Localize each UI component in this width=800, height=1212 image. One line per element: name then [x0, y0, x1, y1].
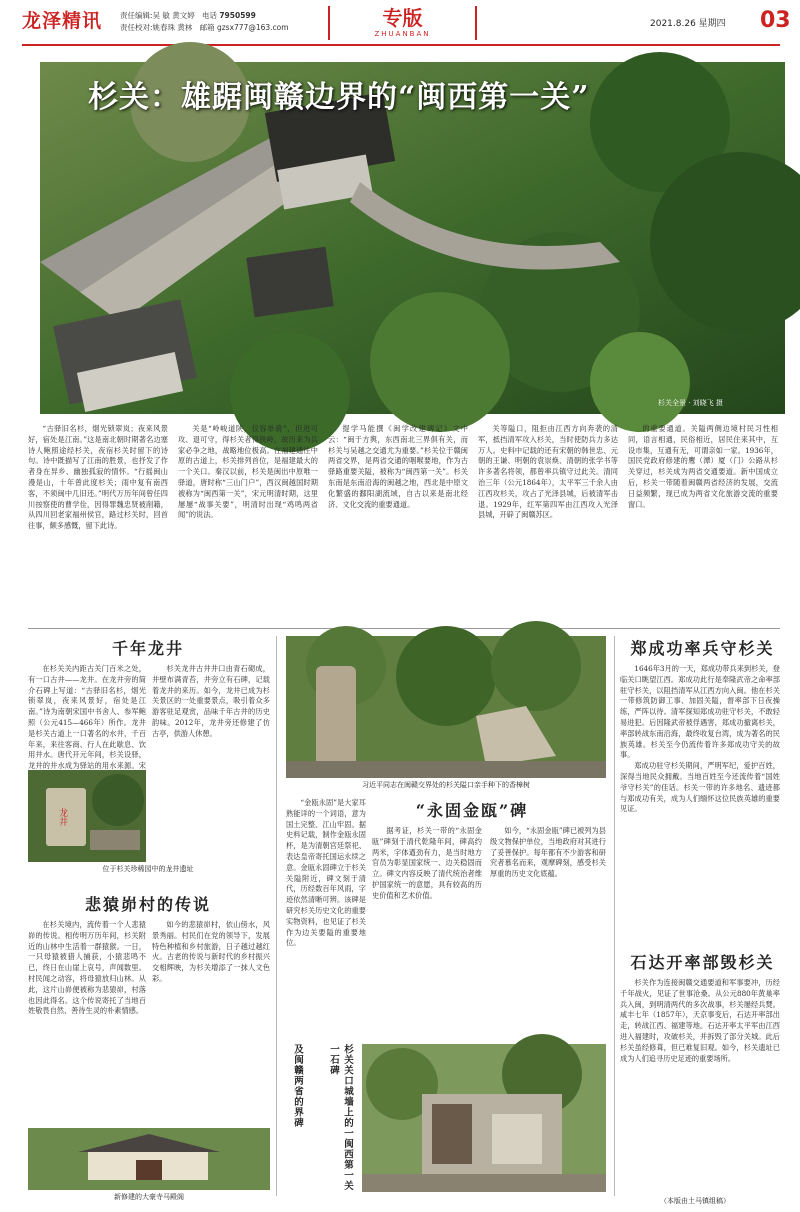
qiannian-body: 在杉关关内距古关门百米之处，有一口古井——龙井。在龙井旁的简介石碑上写道：“古驿旧名杉，烟光锁翠岚，夜来风景好，宿处是江南。”诗为南朝宋国中书舍人、参军鲍照（公元415—466年）所作。龙井是杉关古道上一口著名的水井，千百年来，来往客商、行人在此歇息、饮用井水。唐代开元年间，杉关设驿，龙井的井水成为驿站的用水来源。宋: [28, 664, 146, 771]
page-number: 03: [760, 8, 791, 33]
yonggu-text: [286, 798, 366, 1038]
editor-line-2: 责任校对:姚春珠 黄林: [120, 23, 193, 32]
shida-text: [620, 978, 780, 1188]
intro-column-5: [628, 424, 778, 622]
longjing-inscription: 龙井: [57, 808, 67, 826]
intro-text-1: “古驿旧名杉，烟光锁翠岚；夜来风景好，宿处是江南。”这是南北朝时期著名边塞诗人鲍照途经杉关，夜宿杉关时留下的诗句。诗中既描写了江南的胜景，也抒发了作者身在异乡、幽独孤寂的情怀。“行摇闽山漫是山，十年曾此度杉关；雨中复有南西客，不须闽中几旧还。”明代万历年间曾任四川按察使的曹学佺，因得罪魏忠贤被削籍，从四川回老家福州侯官，路过杉关时，回首往事，颇多感慨，留下此诗。: [28, 424, 168, 531]
longjing-photo: [28, 770, 146, 862]
beiyuan-body: 在杉关境内，流传着一个人悲猿峁的传说。相传明万历年间，杉关附近的山林中生活着一群猿猴。一日，一只母猿被猎人捕获，小猿悲鸣不已，终日在山崖上哀号，声闻数里。村民闻之动容，将母猿放归山林。从此，这片山峁便被称为悲猿峁，村落也因此得名。这个传说寄托了当地百姓敬畏自然、善待生灵的朴素情感。: [28, 920, 146, 1016]
hero-title: 杉关：雄踞闽赣边界的“闽西第一关”: [88, 80, 590, 115]
email-label: 邮箱: [199, 23, 215, 32]
editor-line-1: 责任编辑:吴 敏 黄文婷: [120, 11, 195, 20]
longjing-well-image: [28, 770, 146, 862]
shida-body: 杉关作为连接闽赣交通要道和军事要冲，历经千年战火，见证了世事沧桑。从公元880年黄巢率兵入闽，到明清两代的多次战事，杉关屡经兵燹。咸丰七年（1857年），天京事变后，石达开率部出走，转战江西、福建等地。石达开率太平军由江西进入福建时，攻破杉关，并拆毁了部分关城。此后杉关虽经修葺，但已难复旧观。如今，杉关遗址已成为人们追寻历史足迹的重要场所。: [620, 978, 780, 1063]
yonggu-body: “金瓯永固”是大家耳熟能详的一个词语，意为国土完整、江山牢固。据史料记载，制作金瓯永固杯，是为清朝宫廷祭祀、表达皇帝寄托国运永续之意。金瓯永固碑立于杉关关隘附近，碑文刻于清代，历经数百年风雨，字迹依然清晰可辨。该碑是研究杉关历史文化的重要实物资料，也见证了杉关作为边关要隘的重要地位。: [286, 798, 366, 948]
section-divider: [28, 628, 780, 629]
zheng-text: 1646年3月的一天，郑成功带兵来到杉关，登临关口眺望江西。郑成功此行是奉隆武帝之命率部驻守杉关，以阻挡清军从江西方向入闽。他在杉关一带修筑防御工事、加固关隘，督率部下日夜操练，严阵以待。清军探知郑成功驻守杉关，不敢轻易进犯。后因隆武帝被俘遇害，郑成功撤离杉关，率部转战东南沿海，最终收复台湾，成为著名的民族英雄。杉关至今仍流传着许多郑成功守关的故事。 郑成功驻守杉关期间，严明军纪，爱护百姓，深得当地民众拥戴。当地百姓至今还流传着“国姓爷守杉关”的佳话。杉关一带的许多地名、遗迹都与郑成功有关，成为人们缅怀这位民族英雄的重要见证。: [620, 664, 780, 814]
page-footer: （本版由土马镇组稿）: [660, 1197, 730, 1205]
beiyuan-text-cont: 如今的悲猿峁村，依山傍水，风景秀丽。村民们在党的领导下，发展特色种植和乡村旅游，日子越过越红火。古老的传说与新时代的乡村振兴交相辉映，为杉关增添了一抹人文色彩。: [152, 920, 270, 983]
camphor-tree-image: [286, 636, 606, 778]
camphor-tree-photo: [286, 636, 606, 778]
phone-number: 7950599: [219, 11, 256, 20]
section-title: 专版: [382, 6, 423, 30]
intro-column-3: [328, 424, 468, 622]
intro-column-4: [478, 424, 618, 622]
hero-photo-credit: 杉关全景 · 刘晓飞 摄: [658, 399, 723, 407]
phone-label: 电话: [201, 11, 217, 20]
qiannian-heading: 千年龙井: [111, 639, 184, 658]
shida-heading: 石达开率部毁杉关: [630, 953, 775, 972]
yonggu-text-cont2: 如今，“永固金瓯”碑已被列为县级文物保护单位，当地政府对其进行了妥善保护。每年都有不少游客和研究者慕名而来，观摩碑刻，感受杉关厚重的历史文化底蕴。: [490, 826, 606, 879]
editor-info: [120, 10, 320, 34]
poem-line-2: 杉关关口城墙上的一闽西第一关一石碑: [328, 1044, 353, 1191]
temple-caption: 新修建的大豪寺马殿阁: [114, 1193, 184, 1201]
zheng-body: 1646年3月的一天，郑成功带兵来到杉关，登临关口眺望江西。郑成功此行是奉隆武帝之命率部驻守杉关，以阻挡清军从江西方向入闽。他在杉关一带修筑防御工事、加固关隘，督率部下日夜操练，严阵以待。清军探知郑成功驻守杉关，不敢轻易进犯。后因隆武帝被俘遇害，郑成功撤离杉关，率部转战东南沿海，最终收复台湾，成为著名的民族英雄。杉关至今仍流传着许多郑成功守关的故事。: [620, 664, 780, 760]
section-header: [328, 6, 477, 40]
qiannian-text: [28, 664, 146, 784]
poem-vertical-2: [322, 1044, 358, 1192]
issue-date: 2021.8.26 星期四: [650, 19, 726, 29]
poem-line-1: 及闽赣两省的界碑: [292, 1044, 303, 1128]
newspaper-logo: 龙泽精讯: [22, 10, 103, 32]
section-subtitle: ZHUANBAN: [374, 30, 431, 38]
column-divider-right: [614, 636, 615, 1196]
temple-image: [28, 1128, 270, 1190]
zheng-heading: 郑成功率兵守杉关: [630, 639, 775, 658]
column-divider-left: [276, 636, 277, 1196]
email-address: gzsx777@163.com: [216, 23, 289, 32]
poem-vertical: [286, 1044, 322, 1192]
intro-column-1: [28, 424, 168, 622]
intro-column-2: [178, 424, 318, 622]
intro-text-5: 的重要通道。关隘两侧边境村民习性相同，语言相通，民俗相近，居民住来其中，互设市集，互通有无，可谓亲如一家。1936年，国民党政府修建的鹰（潭）厦（门）公路从杉关穿过，杉关成为两省交通要道。新中国成立后，杉关一带随着闽赣两省经济的发展，交流日益频繁，现已成为两省文化旅游交流的重要窗口。: [628, 424, 778, 509]
intro-text-4: 关等隘口，阻拒由江西方向奔袭的清军，抵挡清军攻入杉关，当时使防兵力多达万人。史料中记载的还有宋朝的韩世忠、元朝的王谦、明朝的袁崇焕、清朝的张学书等许多著名将领，都曾率兵镇守过此关。清同治三年（公元1864年），太平军三千余人由江西攻杉关，攻占了光泽县城，后被清军击退。1929年，红军第四军由江西攻入光泽县城，开辟了闽赣苏区。: [478, 424, 618, 520]
temple-photo: [28, 1128, 270, 1190]
masthead-rule: [22, 44, 780, 46]
qiannian-text-cont: 杉关龙井古井井口由青石砌成，井壁布满青苔，井旁立有石碑，记载着龙井的来历。如今，龙井已成为杉关景区的一处重要景点，吸引着众多游客驻足观赏，品味千年古井的历史韵味。2012年，龙井旁还修建了仿古亭，供游人休憩。: [152, 664, 270, 738]
city-wall-image: [362, 1044, 606, 1192]
wall-photo: [362, 1044, 606, 1192]
intro-text-3: 提学马能撰《闽学改建碑记》文中云：“闽于方舆，东西南北三界俱有关，而杉关与吴越之交通尤为重要。”杉关位于赣闽两省交界，是两省交通的咽喉要地，作为古驿路重要关隘，被称为“闽西第一关”。杉关东南是东南沿海的闽越之地，西北是中原文化繁盛的鄱阳湖流域，自古以来是南北经济、文化交流的重要通道。: [328, 424, 468, 509]
yonggu-text-cont: 据考证，杉关一带的“永固金瓯”碑刻于清代乾隆年间，碑高约两米，字体遒劲有力，是当时地方官员为彰显国家统一、边关稳固而立。碑文内容反映了清代统治者维护国家统一的意愿，具有较高的历史价值和艺术价值。: [372, 826, 482, 900]
intro-text-2: 关是“岭峻道陕，仅容单骑”，但进可攻、退可守，得杉关者得铁岭，故历来为兵家必争之地，战略地位极高。在福建通往中原的古道上，杉关排列首位，是福建最大的一个关口。秦汉以前，杉关是闽出中原唯一驿道，唐时称“三山门户”，西汉闽越国时期被称为“闽西第一关”，宋元明清时期，这里屡屡“战事关要”，明清时出现“鸡鸣两省闻”的说法。: [178, 424, 318, 520]
beiyuan-heading: 悲猿峁村的传说: [84, 895, 211, 914]
longjing-caption: 位于杉关珍稀园中的龙井遗址: [102, 865, 194, 873]
beiyuan-text: [28, 920, 146, 1124]
camphor-caption: 习近平同志在闽赣交界处的杉关隘口亲手种下的香樟树: [362, 781, 530, 789]
yonggu-heading: “永固金瓯”碑: [415, 801, 529, 820]
